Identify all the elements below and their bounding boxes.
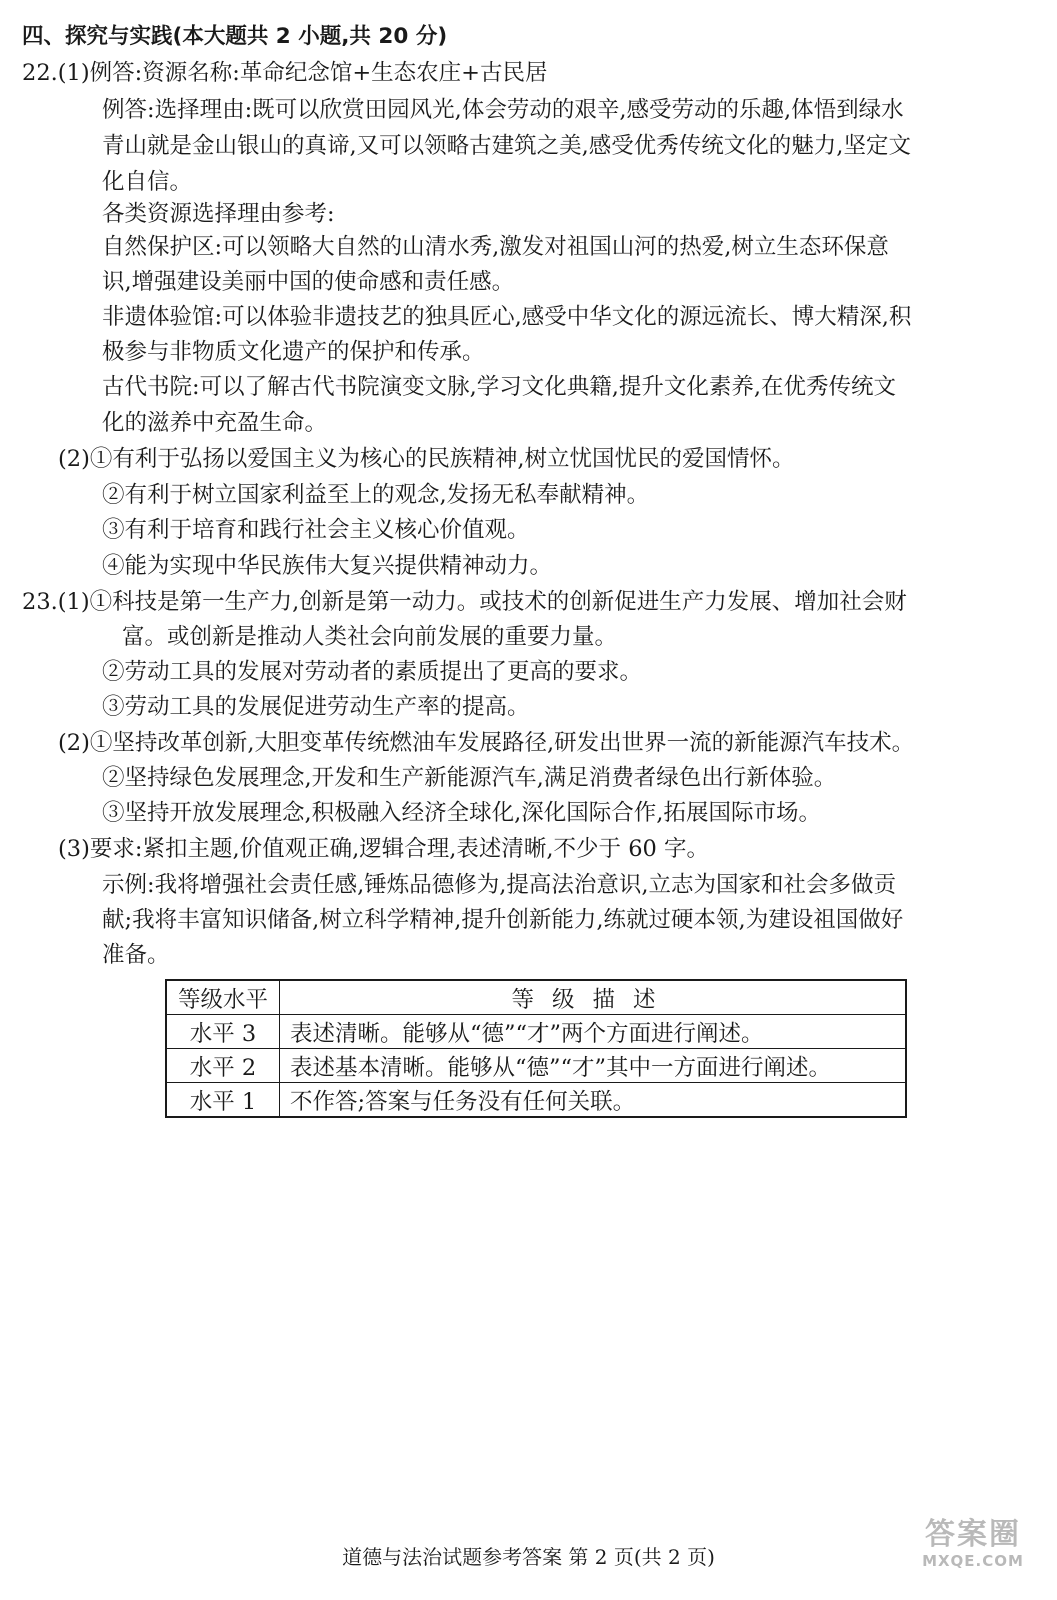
q22-line-8: 非遗体验馆:可以体验非遗技艺的独具匠心,感受中华文化的源远流长、博大精深,积 xyxy=(102,304,912,330)
q23-line-10: 献;我将丰富知识储备,树立科学精神,提升创新能力,练就过硬本领,为建设祖国做好 xyxy=(102,907,904,933)
q22-line-13: ②有利于树立国家利益至上的观念,发扬无私奉献精神。 xyxy=(102,482,650,508)
table-cell-level: 水平 2 xyxy=(166,1049,280,1083)
q22-line-1: 22.(1)例答:资源名称:革命纪念馆+生态农庄+古民居 xyxy=(22,60,548,86)
q22-line-7: 识,增强建设美丽中国的使命感和责任感。 xyxy=(102,269,515,295)
q23-line-2: 富。或创新是推动人类社会向前发展的重要力量。 xyxy=(122,624,618,650)
q22-line-2: 例答:选择理由:既可以欣赏田园风光,体会劳动的艰辛,感受劳动的乐趣,体悟到绿水 xyxy=(102,97,904,123)
q22-line-14: ③有利于培育和践行社会主义核心价值观。 xyxy=(102,517,530,543)
table-cell-level: 水平 1 xyxy=(166,1083,280,1118)
watermark-logo xyxy=(911,1518,1035,1580)
page-footer: 道德与法治试题参考答案 第 2 页(共 2 页) xyxy=(342,1545,715,1569)
q23-line-4: ③劳动工具的发展促进劳动生产率的提高。 xyxy=(102,694,530,720)
table-row xyxy=(166,1015,906,1049)
grading-table xyxy=(165,979,907,1118)
q23-line-9: 示例:我将增强社会责任感,锤炼品德修为,提高法治意识,立志为国家和社会多做贡 xyxy=(102,872,897,898)
table-cell-description: 表述基本清晰。能够从“德”“才”其中一方面进行阐述。 xyxy=(280,1049,907,1083)
q23-line-11: 准备。 xyxy=(102,942,170,968)
q23-line-6: ②坚持绿色发展理念,开发和生产新能源汽车,满足消费者绿色出行新体验。 xyxy=(102,765,837,791)
watermark-logo-text: 答案圈 xyxy=(925,1517,1021,1552)
q23-line-5: (2)①坚持改革创新,大胆变革传统燃油车发展路径,研发出世界一流的新能源汽车技术。 xyxy=(58,730,915,756)
q22-line-10: 古代书院:可以了解古代书院演变文脉,学习文化典籍,提升文化素养,在优秀传统文 xyxy=(102,374,897,400)
q22-line-4: 化自信。 xyxy=(102,169,193,195)
q22-line-6: 自然保护区:可以领略大自然的山清水秀,激发对祖国山河的热爱,树立生态环保意 xyxy=(102,234,889,260)
table-cell-level: 水平 3 xyxy=(166,1015,280,1049)
q22-line-12: (2)①有利于弘扬以爱国主义为核心的民族精神,树立忧国忧民的爱国情怀。 xyxy=(58,446,795,472)
section-heading: 四、探究与实践(本大题共 2 小题,共 20 分) xyxy=(22,24,448,49)
q22-line-5: 各类资源选择理由参考: xyxy=(102,201,335,227)
q23-line-3: ②劳动工具的发展对劳动者的素质提出了更高的要求。 xyxy=(102,659,643,685)
q23-line-8: (3)要求:紧扣主题,价值观正确,逻辑合理,表述清晰,不少于 60 字。 xyxy=(58,836,709,862)
q23-line-1: 23.(1)①科技是第一生产力,创新是第一动力。或技术的创新促进生产力发展、增加社会财 xyxy=(22,589,907,615)
table-header-level: 等级水平 xyxy=(166,980,280,1015)
q22-line-11: 化的滋养中充盈生命。 xyxy=(102,410,328,436)
table-row xyxy=(166,1083,906,1118)
q22-line-3: 青山就是金山银山的真谛,又可以领略古建筑之美,感受优秀传统文化的魅力,坚定文 xyxy=(102,133,911,159)
table-row xyxy=(166,1049,906,1083)
table-header-description: 等级描述 xyxy=(280,980,907,1015)
watermark-site-text: MXQE.COM xyxy=(922,1552,1024,1570)
table-cell-description: 表述清晰。能够从“德”“才”两个方面进行阐述。 xyxy=(280,1015,907,1049)
q23-line-7: ③坚持开放发展理念,积极融入经济全球化,深化国际合作,拓展国际市场。 xyxy=(102,800,821,826)
q22-line-9: 极参与非物质文化遗产的保护和传承。 xyxy=(102,339,485,365)
table-cell-description: 不作答;答案与任务没有任何关联。 xyxy=(280,1083,907,1118)
table-header-row xyxy=(166,980,906,1015)
q22-line-15: ④能为实现中华民族伟大复兴提供精神动力。 xyxy=(102,553,553,579)
